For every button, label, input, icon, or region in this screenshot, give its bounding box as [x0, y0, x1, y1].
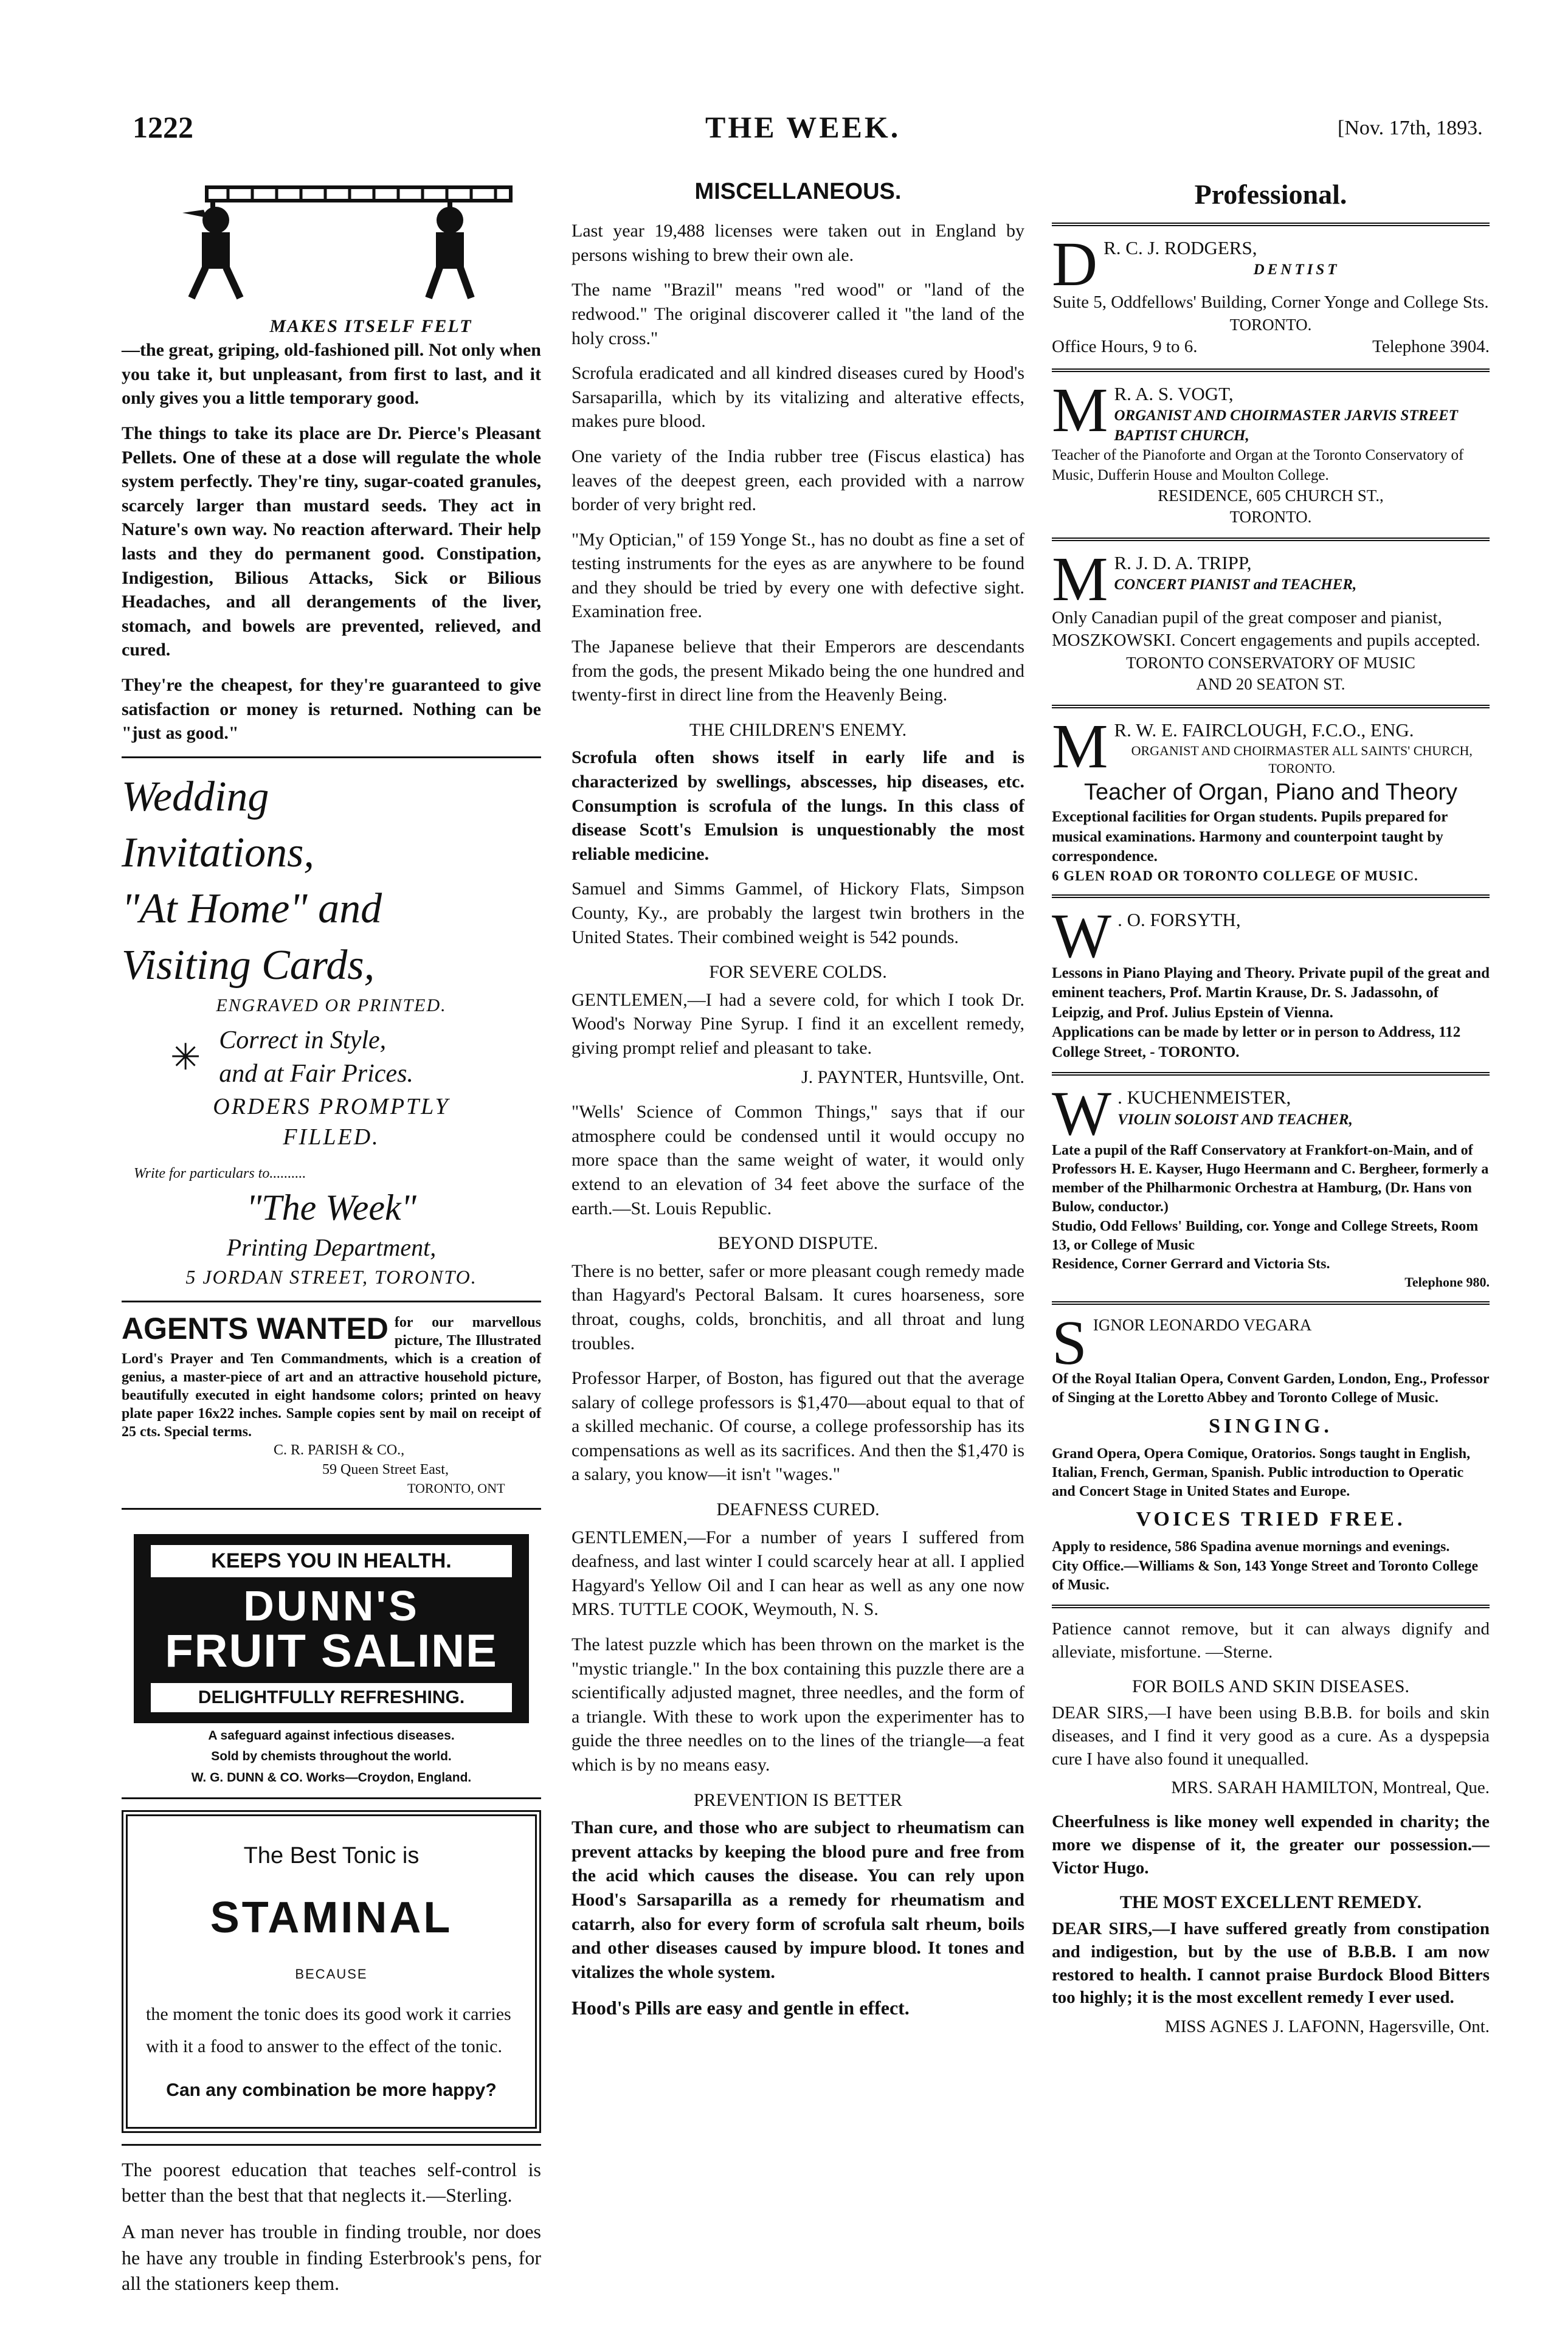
- heading-childrens-enemy: THE CHILDREN'S ENEMY.: [689, 719, 907, 740]
- agents-company: C. R. PARISH & CO.,: [274, 1442, 405, 1458]
- pens-ad: A man never has trouble in finding trouble, nor does he have any trouble in finding Esterbrook's pens, for all the stationers keep them.: [122, 2221, 541, 2294]
- agents-ad: [122, 1313, 541, 1497]
- dropcap-w: W: [1052, 901, 1112, 972]
- card-fairclough: [1052, 711, 1490, 885]
- page-number: 1222: [133, 110, 193, 144]
- card-kuchenmeister: [1052, 1079, 1490, 1291]
- card-vegara: [1052, 1307, 1490, 1595]
- remedy-letter: DEAR SIRS,—I have suffered greatly from constipation and indigestion, but by the use of B.B.B. I am now restored to health. I cannot praise Burdock Blood Bitters too highly; it is the most excellent remedy I ever used.: [1052, 1919, 1490, 2008]
- divider: [122, 1797, 541, 1799]
- misc-brazil: The name "Brazil" means "red wood" or "land of the redwood." The original discoverer called it "the land of the holy cross.": [572, 280, 1024, 348]
- divider: [1052, 1072, 1490, 1076]
- left-column: [122, 176, 541, 2307]
- dropcap-w: W: [1052, 1079, 1112, 1149]
- signature-paynter: J. PAYNTER, Huntsville, Ont.: [801, 1066, 1024, 1087]
- divider: [122, 756, 541, 758]
- tripp-text: Only Canadian pupil of the great composer and pianist, MOSZKOWSKI. Concert engagements and pupils accepted.: [1052, 607, 1480, 651]
- fairclough-role: ORGANIST AND CHOIRMASTER ALL SAINTS' CHURCH, TORONTO.: [1131, 743, 1473, 776]
- wedding-fair: and at Fair Prices.: [219, 1060, 413, 1088]
- fruit-note-1: A safeguard against infectious diseases.: [208, 1728, 455, 1743]
- rodgers-role: DENTIST: [1253, 261, 1340, 278]
- agents-text: for our marvellous picture, The Illustrated Lord's Prayer and Ten Commandments, which is a creation of genius, a master-piece of art and an attractive household picture, beautifully executed in eight handsome colors; printed on heavy plate paper 16x22 inches. Sample copies sent by mail on receipt of 25 cts. Special terms.: [122, 1314, 541, 1440]
- rodgers-city: TORONTO.: [1229, 315, 1312, 334]
- fairclough-address: 6 GLEN ROAD OR TORONTO COLLEGE OF MUSIC.: [1052, 868, 1418, 883]
- signature-hamilton: MRS. SARAH HAMILTON, Montreal, Que.: [1171, 1778, 1490, 1798]
- wedding-line-4: Visiting Cards,: [122, 941, 375, 989]
- wedding-dept: Printing Department,: [226, 1233, 437, 1261]
- heading-prevention: PREVENTION IS BETTER: [693, 1789, 903, 1810]
- divider: [1052, 1301, 1490, 1305]
- staminal-because: BECAUSE: [295, 1966, 368, 1982]
- divider: [122, 1508, 541, 1510]
- wedding-line-3: "At Home" and: [122, 885, 382, 933]
- middle-column: [572, 176, 1024, 2032]
- dropcap-s: S: [1052, 1307, 1087, 1378]
- divider: [1052, 368, 1490, 372]
- right-column: [1052, 176, 1490, 2039]
- fruit-product: FRUIT SALINE: [165, 1625, 498, 1678]
- dropcap-m: M: [1052, 544, 1108, 615]
- divider: [122, 2144, 541, 2146]
- misc-rubber-tree: One variety of the India rubber tree (Fiscus elastica) has leaves of the deepest green, each provided with a narrow border of very bright red.: [572, 446, 1024, 515]
- kuchenmeister-name: . KUCHENMEISTER,: [1117, 1087, 1291, 1108]
- misc-severe-colds: GENTLEMEN,—I had a severe cold, for which I took Dr. Wood's Norway Pine Syrup. I find it an excellent remedy, giving prompt relief and pleasant to take.: [572, 989, 1024, 1058]
- divider: [1052, 223, 1490, 226]
- fruit-tagline: KEEPS YOU IN HEALTH.: [151, 1545, 512, 1577]
- pills-paragraph-2: The things to take its place are Dr. Pierce's Pleasant Pellets. One of these at a dose will regulate the whole system perfectly. They're tiny, sugar-coated granules, scarcely larger than mustard seeds. They act in Nature's own way. No reaction afterward. Their help lasts and they do permanent good. Constipation, Indigestion, Bilious Attacks, Sick or Bilious Headaches, and all derangements of the liver, stomach, and bowels are prevented, relieved, and cured.: [122, 423, 541, 660]
- misc-wells: "Wells' Science of Common Things," says that if our atmosphere could be condensed until it would occupy no more space than the same weight of water, it would only extend to an elevation of 34 feet above the surface of the earth.—St. Louis Republic.: [572, 1102, 1024, 1219]
- staminal-intro: The Best Tonic is: [243, 1843, 420, 1869]
- fairclough-teacher: Teacher of Organ, Piano and Theory: [1083, 779, 1457, 805]
- misc-japanese: The Japanese believe that their Emperors are descendants from the gods, the present Mikado being the one hundred and twenty-first in direct line from the Heavenly Being.: [572, 637, 1024, 705]
- vegara-text: Of the Royal Italian Opera, Convent Garden, London, Eng., Professor of Singing at the Loretto Abbey and Toronto College of Music.: [1052, 1371, 1490, 1406]
- misc-hoods-pills: Hood's Pills are easy and gentle in effect.: [572, 1997, 910, 2019]
- dropcap-m: M: [1052, 711, 1108, 782]
- signature-lafonn: MISS AGNES J. LAFONN, Hagersville, Ont.: [1164, 2016, 1490, 2036]
- vegara-city-office: City Office.—Williams & Son, 143 Yonge Street and Toronto College of Music.: [1052, 1558, 1479, 1593]
- card-forsyth: [1052, 901, 1490, 1062]
- dropcap-m: M: [1052, 375, 1108, 445]
- staminal-text: the moment the tonic does its good work it carries with it a food to answer to the effect of the tonic.: [146, 2004, 511, 2056]
- forsyth-text: Lessons in Piano Playing and Theory. Private pupil of the great and eminent teachers, Prof. Martin Krause, Dr. S. Jadassohn, of Leipzig, and Prof. Julius Epstein of Vienna.: [1052, 964, 1490, 1021]
- agents-street: 59 Queen Street East,: [322, 1461, 449, 1478]
- boils-letter: DEAR SIRS,—I have been using B.B.B. for boils and skin diseases, and I find it very good as a cure. As a dyspepsia cure I have also found it unequalled.: [1052, 1703, 1490, 1769]
- kuchenmeister-telephone: Telephone 980.: [1404, 1274, 1490, 1290]
- divider: [1052, 538, 1490, 541]
- fairclough-text: Exceptional facilities for Organ students. Pupils prepared for musical examinations. Harmony and counterpoint taught by correspondence.: [1052, 809, 1448, 865]
- wedding-line-1: Wedding: [122, 773, 269, 820]
- fairclough-name: R. W. E. FAIRCLOUGH, F.C.O., ENG.: [1114, 719, 1414, 741]
- wedding-engraved: ENGRAVED OR PRINTED.: [216, 995, 447, 1016]
- wedding-orders: ORDERS PROMPTLY: [213, 1093, 450, 1119]
- wedding-week: "The Week": [246, 1187, 416, 1228]
- heading-remedy: THE MOST EXCELLENT REMEDY.: [1119, 1892, 1422, 1913]
- fruit-slogan: DELIGHTFULLY REFRESHING.: [151, 1683, 512, 1712]
- misc-deafness: GENTLEMEN,—For a number of years I suffered from deafness, and last winter I could scarcely hear at all. I applied Hagyard's Yellow Oil and I can hear as well as any one now MRS. TUTTLE COOK, Weymouth, N. S.: [572, 1527, 1024, 1620]
- staminal-ad: [122, 1810, 541, 2133]
- dropcap-d: D: [1052, 229, 1098, 299]
- fruit-note-3: W. G. DUNN & CO. Works—Croydon, England.: [191, 1771, 472, 1785]
- wedding-filled: FILLED.: [283, 1124, 380, 1150]
- vegara-text-2: Grand Opera, Opera Comique, Oratorios. Songs taught in English, Italian, French, German, Spanish. Public introduction to Operatic and Concert Stage in United States and Europe.: [1052, 1445, 1471, 1500]
- card-vogt: [1052, 375, 1490, 528]
- heading-beyond-dispute: BEYOND DISPUTE.: [717, 1233, 879, 1254]
- patience-quote: Patience cannot remove, but it can always dignify and alleviate, misfortune. —Sterne.: [1052, 1619, 1490, 1662]
- misc-twins: Samuel and Simms Gammel, of Hickory Flats, Simpson County, Ky., are probably the largest twin brothers in the United States. Their combined weight is 542 pounds.: [572, 879, 1024, 947]
- rodgers-telephone: Telephone 3904.: [1372, 337, 1490, 357]
- wedding-correct: Correct in Style,: [219, 1026, 387, 1054]
- education-quote: The poorest education that teaches self-control is better than the best that that neglects it.—Sterling.: [122, 2159, 541, 2207]
- vegara-apply: Apply to residence, 586 Spadina avenue mornings and evenings.: [1052, 1539, 1450, 1555]
- misc-scrofula: Scrofula eradicated and all kindred diseases cured by Hood's Sarsaparilla, which by its vitalizing and alterative effects, makes pure blood.: [572, 363, 1024, 432]
- vegara-voices: VOICES TRIED FREE.: [1136, 1508, 1406, 1531]
- tripp-name: R. J. D. A. TRIPP,: [1114, 552, 1252, 574]
- fruit-saline-ad: [134, 1534, 529, 1723]
- pill-carriers-illustration: [122, 176, 541, 304]
- heading-boils: FOR BOILS AND SKIN DISEASES.: [1132, 1676, 1409, 1697]
- tripp-role: CONCERT PIANIST and TEACHER,: [1114, 576, 1357, 593]
- kuchenmeister-residence: Residence, Corner Gerrard and Victoria Sts.: [1052, 1256, 1330, 1272]
- vogt-name: R. A. S. VOGT,: [1114, 382, 1234, 404]
- wedding-write: Write for particulars to..........: [134, 1166, 306, 1182]
- issue-date: [Nov. 17th, 1893.: [1338, 117, 1483, 139]
- misc-licenses: Last year 19,488 licenses were taken out in England by persons wishing to brew their own ale.: [572, 221, 1024, 265]
- vogt-text: Teacher of the Pianoforte and Organ at the Toronto Conservatory of Music, Dufferin House and Moulton College.: [1052, 447, 1464, 483]
- vogt-residence: RESIDENCE, 605 CHURCH ST.,: [1158, 486, 1384, 505]
- divider: [1052, 705, 1490, 708]
- vogt-role: ORGANIST AND CHOIRMASTER JARVIS STREET BAPTIST CHURCH,: [1114, 407, 1458, 444]
- staminal-brand: STAMINAL: [210, 1893, 453, 1943]
- fruit-note-2: Sold by chemists throughout the world.: [211, 1749, 452, 1764]
- wedding-ad: [122, 769, 541, 1290]
- wedding-line-2: Invitations,: [122, 829, 314, 877]
- vegara-name: IGNOR LEONARDO VEGARA: [1093, 1315, 1312, 1334]
- professional-heading: Professional.: [1194, 179, 1347, 210]
- kuchenmeister-role: VIOLIN SOLOIST AND TEACHER,: [1117, 1111, 1353, 1128]
- forsyth-name: . O. FORSYTH,: [1117, 909, 1241, 931]
- rodgers-hours: Office Hours, 9 to 6.: [1052, 337, 1198, 357]
- vogt-city: TORONTO.: [1229, 508, 1312, 527]
- card-rodgers: [1052, 229, 1490, 359]
- rodgers-address: Suite 5, Oddfellows' Building, Corner Yonge and College Sts.: [1052, 292, 1489, 313]
- divider: [1052, 1605, 1490, 1608]
- divider: [1052, 894, 1490, 898]
- misc-childrens-enemy: Scrofula often shows itself in early life and is characterized by swellings, abscesses, hip diseases, etc. Consumption is scrofula of the lungs. In this class of disease Scott's Emulsion is unquestionably the most reliable medicine.: [572, 747, 1024, 864]
- masthead-title: THE WEEK.: [705, 110, 901, 144]
- pills-paragraph-3: They're the cheapest, for they're guaranteed to give satisfaction or money is returned. Nothing can be "just as good.": [122, 674, 541, 744]
- misc-harper: Professor Harper, of Boston, has figured out that the average salary of college professors is $1,470—about equal to that of a skilled mechanic. Of course, a college professorship has its compensations as well as its sacrifices. And then the $1,470 is a salary, you know—it isn't "wages.": [572, 1368, 1024, 1485]
- tripp-address-2: AND 20 SEATON ST.: [1196, 675, 1345, 694]
- miscellaneous-heading: MISCELLANEOUS.: [694, 179, 902, 204]
- divider: [122, 1301, 541, 1302]
- cheerfulness-quote: Cheerfulness is like money well expended in charity; the more we dispense of it, the greater our possession.—Victor Hugo.: [1052, 1812, 1490, 1878]
- fruit-brand: DUNN'S: [243, 1582, 420, 1630]
- vegara-singing: SINGING.: [1209, 1414, 1333, 1437]
- agents-city: TORONTO, ONT: [407, 1481, 505, 1496]
- kuchenmeister-studio: Studio, Odd Fellows' Building, cor. Yonge and College Streets, Room 13, or College of Music: [1052, 1218, 1479, 1253]
- pills-paragraph-1: —the great, griping, old-fashioned pill. Not only when you take it, but unpleasant, from first to last, and it only gives you a little temporary good.: [122, 340, 541, 409]
- misc-puzzle: The latest puzzle which has been thrown on the market is the "mystic triangle." In the box containing this puzzle there are a scientifically adjusted magnet, three needles, and the form of a triangle. With these to work upon the experimenter has to guide the three needles on to the lines of the triangle—a feat which is by no means easy.: [572, 1634, 1024, 1775]
- tripp-address-1: TORONTO CONSERVATORY OF MUSIC: [1126, 654, 1415, 672]
- misc-beyond-dispute: There is no better, safer or more pleasant cough remedy made than Hagyard's Pectoral Balsam. It cures hoarseness, sore throat, coughs, colds, bronchitis, and all throat and lung troubles.: [572, 1260, 1024, 1353]
- kuchenmeister-text: Late a pupil of the Raff Conservatory at Frankfort-on-Main, and of Professors H. E. Kayser, Hugo Heermann and C. Bergheer, formerly a member of the Philharmonic Orchestra at Hamburg, (Dr. Hans von Bulow, conductor.): [1052, 1142, 1489, 1215]
- agents-headline: AGENTS WANTED: [122, 1311, 389, 1346]
- misc-optician: "My Optician," of 159 Yonge St., has no doubt as fine a set of testing instruments for the eyes as are anywhere to be found and they should be tried by every one with defective sight. Examination free.: [572, 529, 1024, 622]
- asterisk-ornament-icon: ✳: [170, 1037, 201, 1077]
- heading-deafness: DEAFNESS CURED.: [716, 1499, 880, 1520]
- staminal-question: Can any combination be more happy?: [166, 2080, 497, 2101]
- rodgers-name: R. C. J. RODGERS,: [1103, 237, 1257, 258]
- wedding-address: 5 JORDAN STREET, TORONTO.: [185, 1265, 477, 1288]
- pills-headline: MAKES ITSELF FELT: [269, 316, 472, 336]
- misc-prevention: Than cure, and those who are subject to rheumatism can prevent attacks by keeping the blood pure and free from the acid which causes the disease. You can rely upon Hood's Sarsaparilla as a remedy for rheumatism and catarrh, also for every form of scrofula salt rheum, boils and other diseases caused by impure blood. It tones and vitalizes the whole system.: [572, 1817, 1024, 1982]
- card-tripp: [1052, 544, 1490, 695]
- forsyth-address: Applications can be made by letter or in person to Address, 112 College Street, - TORONTO.: [1052, 1024, 1461, 1060]
- heading-severe-colds: FOR SEVERE COLDS.: [709, 962, 887, 983]
